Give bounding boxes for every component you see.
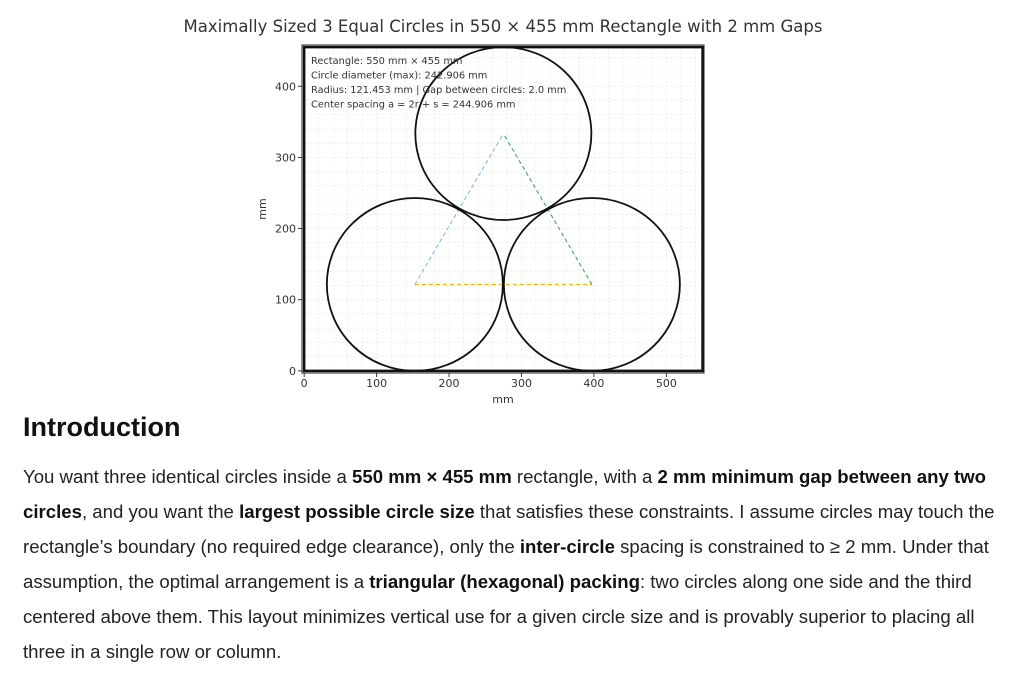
- x-tick-label: 300: [510, 377, 532, 390]
- document-body: [23, 412, 998, 669]
- annotation-line: Circle diameter (max): 242.906 mm: [311, 70, 488, 82]
- section-heading: Introduction: [23, 412, 181, 442]
- x-tick-label: 500: [655, 377, 677, 390]
- x-tick-label: 100: [366, 377, 388, 390]
- annotation-line: Center spacing a = 2r + s = 244.906 mm: [311, 99, 516, 111]
- x-tick-label: 200: [438, 377, 460, 390]
- emphasis-text: inter-circle: [519, 536, 615, 557]
- y-axis-label: mm: [256, 198, 269, 220]
- x-axis-label: mm: [492, 393, 514, 406]
- y-tick-label: 200: [275, 222, 296, 236]
- annotation-line: Radius: 121.453 mm | Gap between circles: 2.0 mm: [311, 85, 567, 96]
- emphasis-text: triangular (hexagonal) packing: [369, 571, 640, 592]
- x-tick-label: 0: [300, 377, 308, 390]
- y-tick-label: 400: [275, 80, 296, 94]
- y-tick-label: 100: [275, 293, 296, 307]
- y-tick-label: 300: [275, 151, 296, 165]
- x-tick-label: 400: [583, 377, 605, 390]
- y-tick-label: 0: [289, 364, 296, 378]
- emphasis-text: 2 mm minimum gap between any two circles: [23, 466, 987, 522]
- intro-paragraph: You want three identical circles inside a 550 mm × 455 mm rectangle, with a 2 mm minimum gap between any two circles, and you want the largest possible circle size that satisfies these constraints. I assume circles may touch the rectangle’s boundary (no required edge clearance), only the inter-circle spacing is constrained to ≥ 2 mm. Under that assumption, the optimal arrangement is a triangular (hexagonal) packing: two circles along one side and the third centered above them. This layout minimizes vertical use for a given circle size and is provably superior to placing all three in a single row or column.: [23, 466, 995, 662]
- emphasis-text: 550 mm × 455 mm: [352, 466, 512, 487]
- info-annotations: [311, 56, 566, 111]
- annotation-line: Rectangle: 550 mm × 455 mm: [311, 56, 463, 67]
- axis-ticks: [275, 80, 677, 390]
- emphasis-text: largest possible circle size: [239, 501, 475, 522]
- chart-title: Maximally Sized 3 Equal Circles in 550 × 455 mm Rectangle with 2 mm Gaps: [183, 17, 823, 36]
